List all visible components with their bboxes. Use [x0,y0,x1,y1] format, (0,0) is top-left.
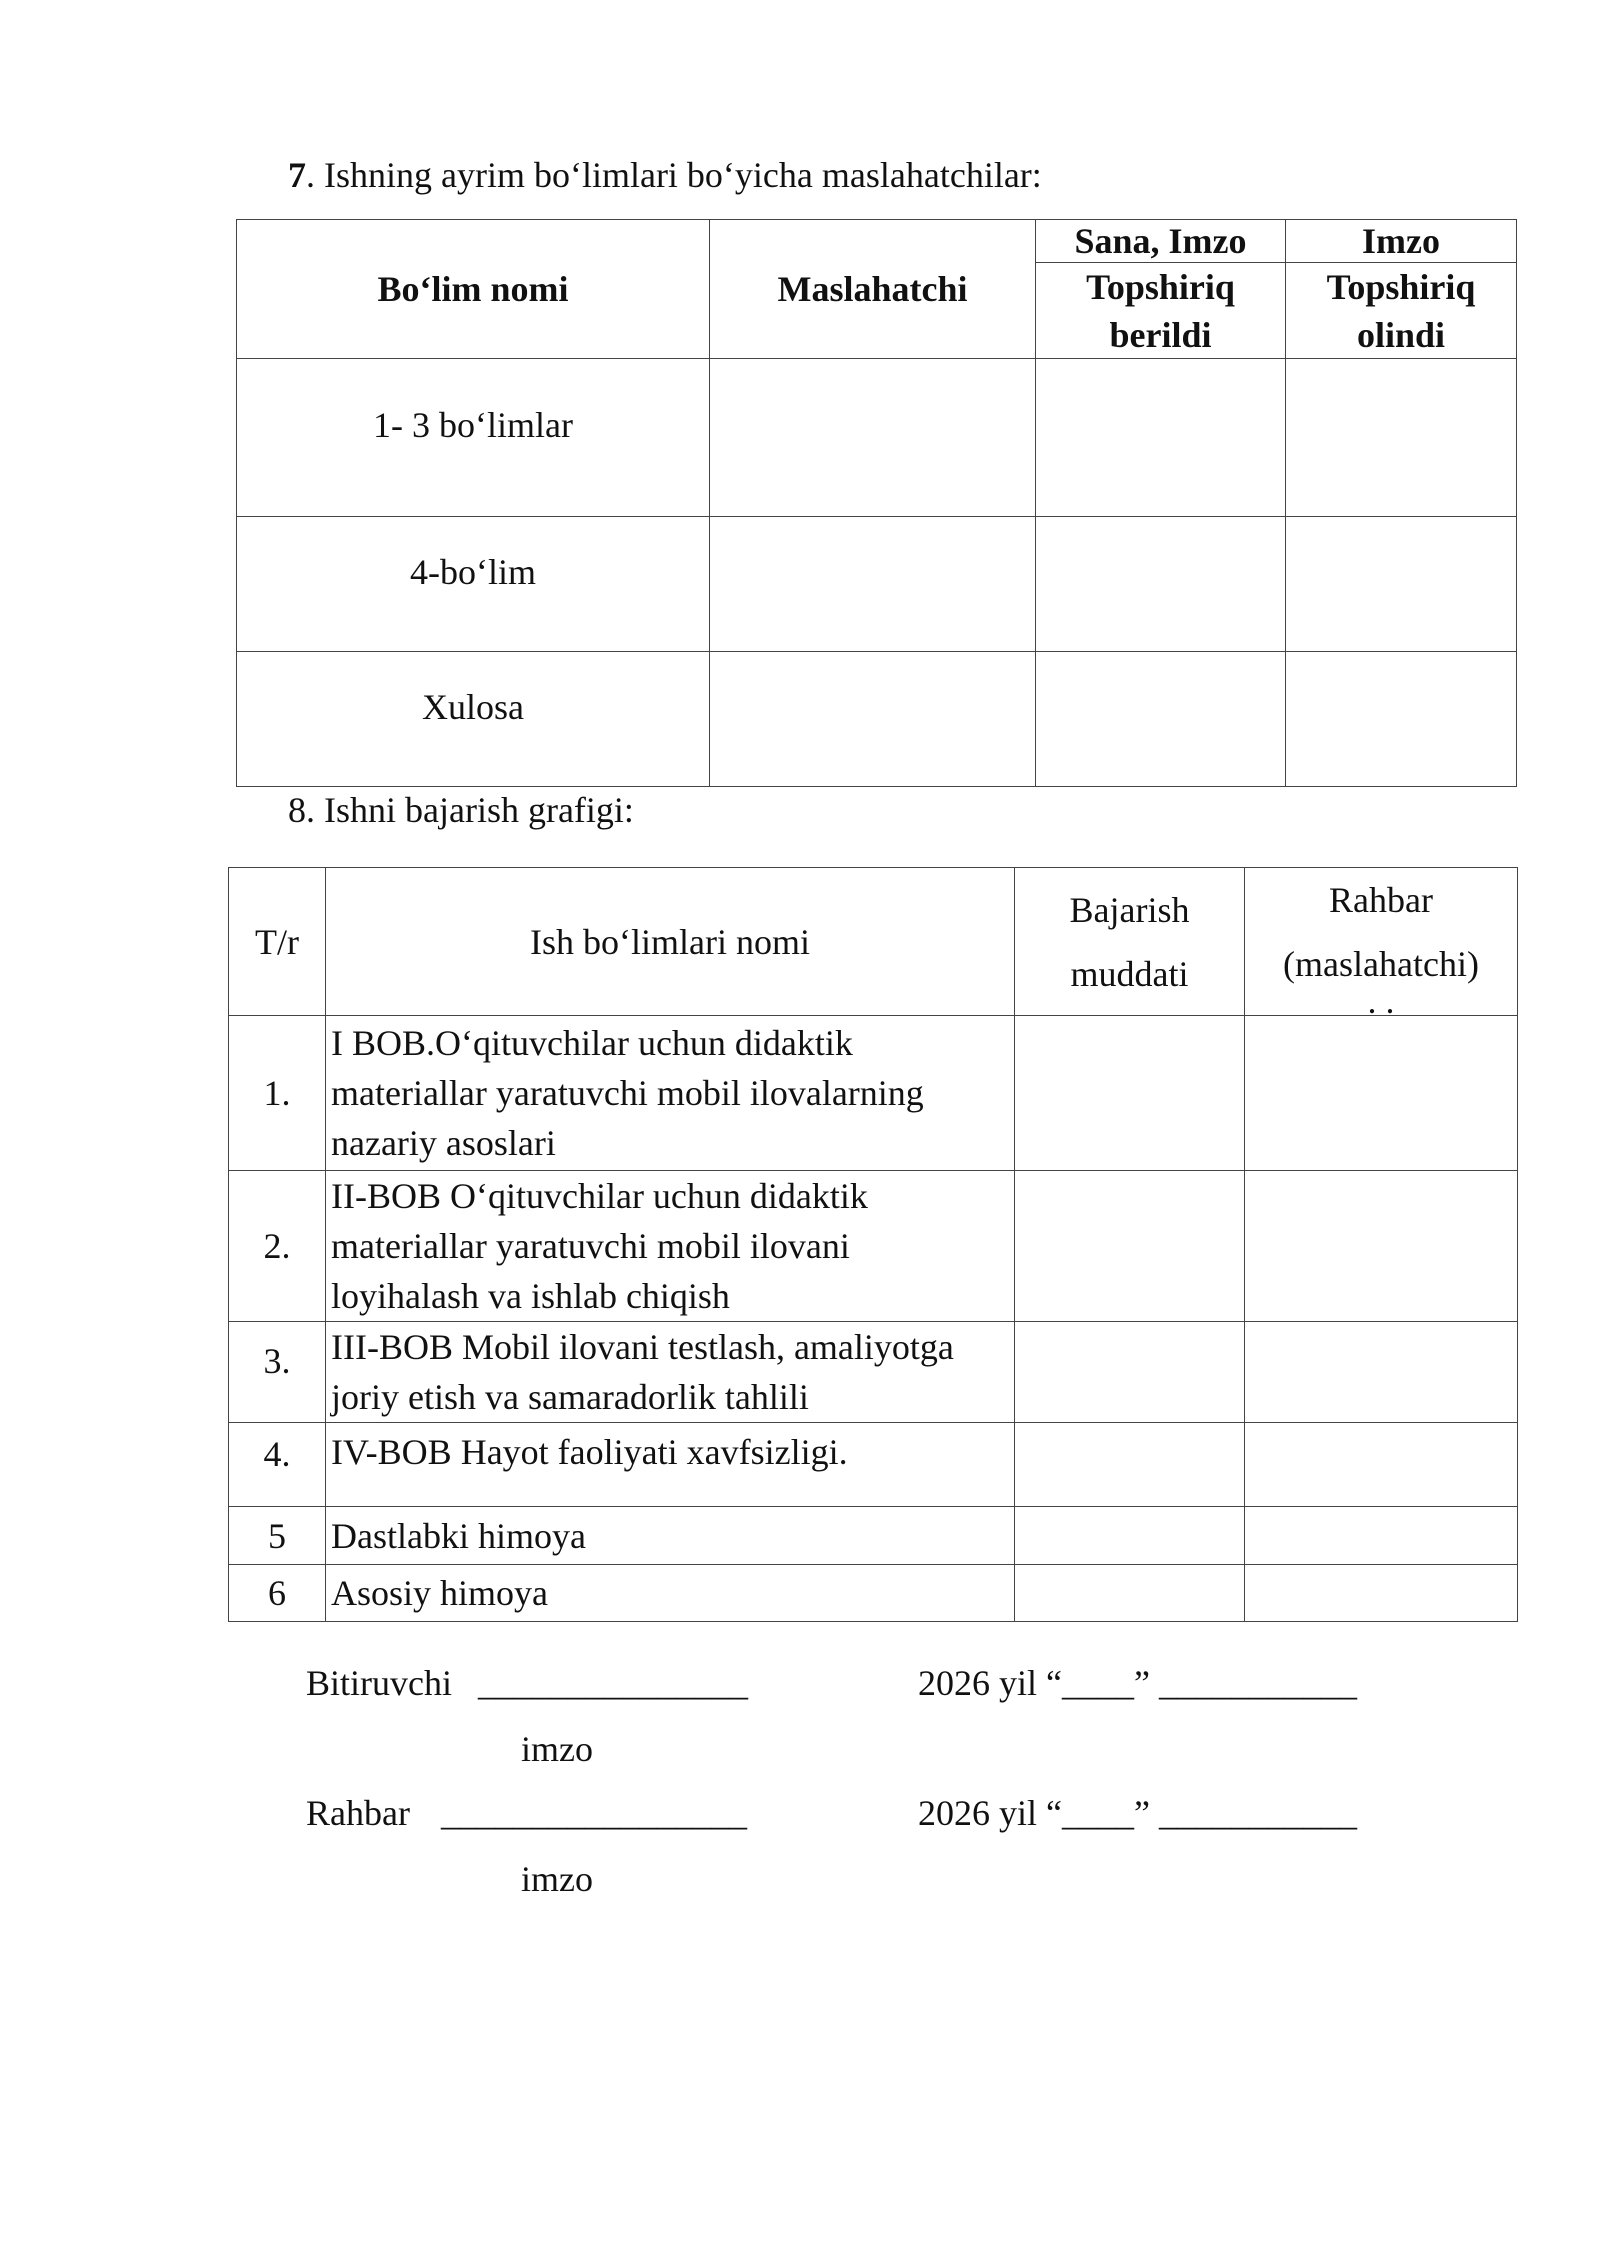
deadline-cell[interactable] [1015,1507,1245,1565]
supervisor-cell[interactable] [1245,1507,1518,1565]
header-task-given-line1: Topshiriq [1086,266,1235,307]
task-given-cell[interactable] [1036,652,1286,787]
supervisor-cell[interactable] [1245,1171,1518,1322]
row-name: Dastlabki himoya [326,1507,1015,1565]
deadline-cell[interactable] [1015,1171,1245,1322]
schedule-header-row [229,868,1518,1016]
table-row [237,359,1517,517]
row-num: 3. [229,1322,326,1423]
consultant-cell[interactable] [710,652,1036,787]
section8-heading: 8. Ishni bajarish grafigi: [288,790,634,830]
header-sign-top: Imzo [1286,220,1516,263]
supervisor-cell[interactable] [1245,1565,1518,1622]
header-task-given [1036,263,1285,358]
header-work-name: Ish bo‘limlari nomi [326,868,1015,1016]
row-name-line: nazariy asoslari [331,1123,556,1163]
row-name [326,1016,1015,1171]
header-task-given-line2: berildi [1109,314,1212,355]
consultant-cell[interactable] [710,359,1036,517]
consultants-table [236,219,1517,787]
supervisor-cell[interactable] [1245,1423,1518,1507]
task-received-cell[interactable] [1286,359,1517,517]
row-name-line: joriy etish va samaradorlik tahlili [331,1377,809,1417]
header-task-received [1286,263,1516,358]
row-name [326,1322,1015,1423]
supervisor-signature-line[interactable]: _________________ [441,1793,747,1833]
schedule-table [228,867,1518,1622]
graduate-imzo-caption: imzo [521,1729,593,1769]
deadline-cell[interactable] [1015,1016,1245,1171]
row-name: IV-BOB Hayot faoliyati xavfsizligi. [326,1423,1015,1507]
row-num: 1. [229,1016,326,1171]
section7-title: . Ishning ayrim bo‘limlari bo‘yicha maslahatchilar: [306,155,1042,195]
task-given-cell[interactable] [1036,517,1286,652]
graduate-signature-line[interactable]: _______________ [478,1663,748,1703]
header-date-sign [1036,220,1286,359]
supervisor-date[interactable]: 2026 yil “____” ___________ [918,1793,1357,1833]
supervisor-label: Rahbar [306,1793,410,1833]
supervisor-cell[interactable] [1245,1322,1518,1423]
task-received-cell[interactable] [1286,517,1517,652]
row-name-line: materiallar yaratuvchi mobil ilovani [331,1226,850,1266]
table-row [229,1565,1518,1622]
row-num: 2. [229,1171,326,1322]
deadline-cell[interactable] [1015,1322,1245,1423]
header-deadline [1015,868,1245,1016]
section-name-cell: 1- 3 bo‘limlar [237,359,710,517]
deadline-cell[interactable] [1015,1423,1245,1507]
graduate-label: Bitiruvchi [306,1663,452,1703]
row-num: 5 [229,1507,326,1565]
header-date-sign-top: Sana, Imzo [1036,220,1285,263]
consultant-cell[interactable] [710,517,1036,652]
header-section-name: Bo‘lim nomi [237,220,710,359]
table-row [237,652,1517,787]
supervisor-cell[interactable] [1245,1016,1518,1171]
row-name-line: loyihalash va ishlab chiqish [331,1276,730,1316]
header-consultant: Maslahatchi [710,220,1036,359]
table-row [229,1423,1518,1507]
header-task-received-line2: olindi [1356,314,1446,355]
header-task-received-line1: Topshiriq [1326,266,1476,307]
header-supervisor-line1: Rahbar [1329,880,1433,920]
supervisor-imzo-caption: imzo [521,1859,593,1899]
row-name [326,1171,1015,1322]
task-given-cell[interactable] [1036,359,1286,517]
deadline-cell[interactable] [1015,1565,1245,1622]
table-row [229,1171,1518,1322]
header-deadline-line2: muddati [1070,953,1189,994]
section-name-cell: Xulosa [237,652,710,787]
graduate-date[interactable]: 2026 yil “____” ___________ [918,1663,1357,1703]
table-row [229,1322,1518,1423]
table-row [229,1507,1518,1565]
header-supervisor-line3: . . [1367,981,1395,1021]
header-sign [1286,220,1517,359]
row-name-line: II-BOB O‘qituvchilar uchun didaktik [331,1176,868,1216]
row-name-line: III-BOB Mobil ilovani testlash, amaliyotga [331,1327,954,1367]
table-row [237,517,1517,652]
row-num: 4. [229,1423,326,1507]
row-name: Asosiy himoya [326,1565,1015,1622]
header-num: T/r [229,868,326,1016]
header-supervisor [1245,868,1518,1021]
header-supervisor-line2: (maslahatchi) [1283,944,1479,984]
section7-heading [288,155,1042,195]
task-received-cell[interactable] [1286,652,1517,787]
consultants-header-row [237,220,1517,359]
section7-number: 7 [288,155,306,195]
row-name-line: materiallar yaratuvchi mobil ilovalarning [331,1073,924,1113]
section-name-cell: 4-bo‘lim [237,517,710,652]
table-row [229,1016,1518,1171]
row-num: 6 [229,1565,326,1622]
header-deadline-line1: Bajarish [1069,889,1190,930]
row-name-line: I BOB.O‘qituvchilar uchun didaktik [331,1023,853,1063]
